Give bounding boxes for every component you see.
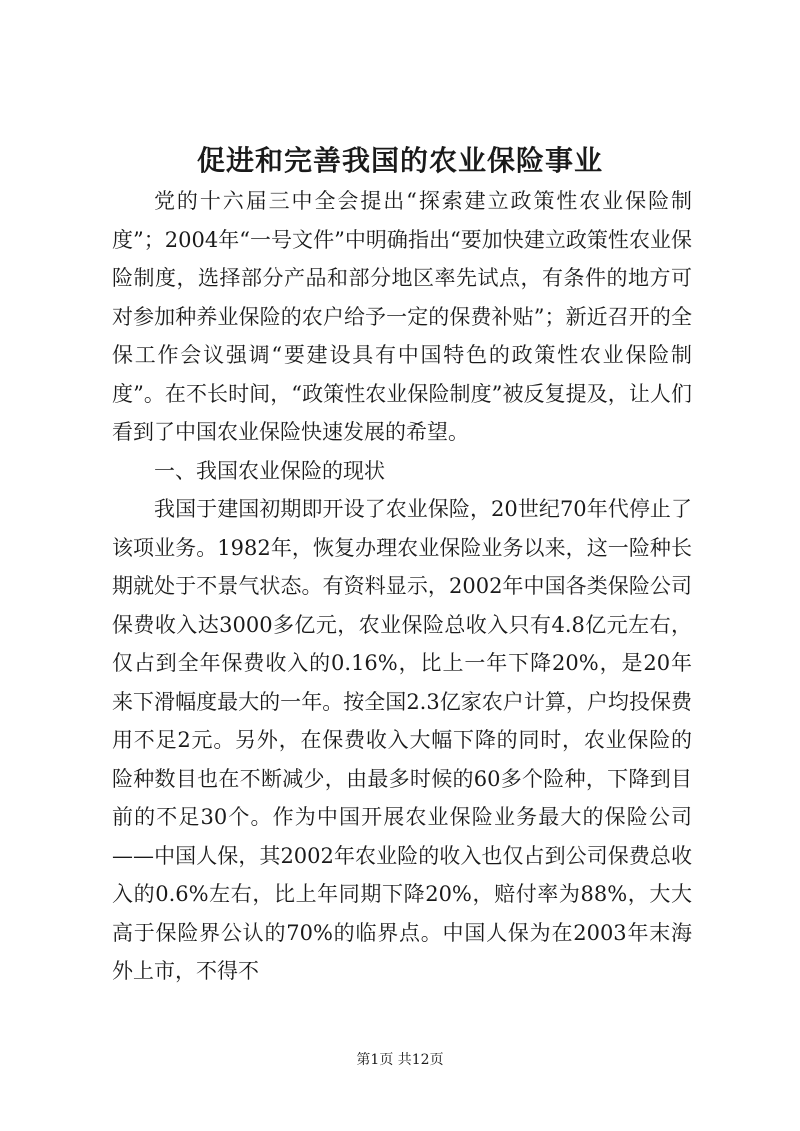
paragraph-intro: 党的十六届三中全会提出“探索建立政策性农业保险制度”；2004年“一号文件”中明确指出“要加快建立政策性农业保险制度，选择部分产品和部分地区率先试点，有条件的地方可对参加种养业保险的农户给予一定的保费补贴”；新近召开的全保工作会议强调“要建设具有中国特色的政策性农业保险制度”。在不长时间，“政策性农业保险制度”被反复提及，让人们看到了中国农业保险快速发展的希望。	[112, 189, 692, 444]
document-title: 促进和完善我国的农业保险事业	[196, 144, 603, 177]
page-footer	[0, 1050, 800, 1070]
document-body	[112, 182, 692, 991]
page-number-label: 第1页 共12页	[356, 1052, 444, 1068]
paragraph-current-status: 我国于建国初期即开设了农业保险，20世纪70年代停止了该项业务。1982年，恢复办理农业保险业务以来，这一险种长期就处于不景气状态。有资料显示，2002年中国各类保险公司保费收入达3000多亿元，农业保险总收入只有4.8亿元左右，仅占到全年保费收入的0.16%，比上一年下降20%，是20年来下滑幅度最大的一年。按全国2.3亿家农户计算，户均投保费用不足2元。另外，在保费收入大幅下降的同时，农业保险的险种数目也在不断减少，由最多时候的60多个险种，下降到目前的不足30个。作为中国开展农业保险业务最大的保险公司——中国人保，其2002年农业险的收入也仅占到公司保费总收入的0.6%左右，比上年同期下降20%，赔付率为88%，大大高于保险界公认的70%的临界点。中国人保为在2003年末海外上市，不得不	[112, 497, 692, 983]
section-heading-current-status: 一、我国农业保险的现状	[154, 458, 385, 483]
